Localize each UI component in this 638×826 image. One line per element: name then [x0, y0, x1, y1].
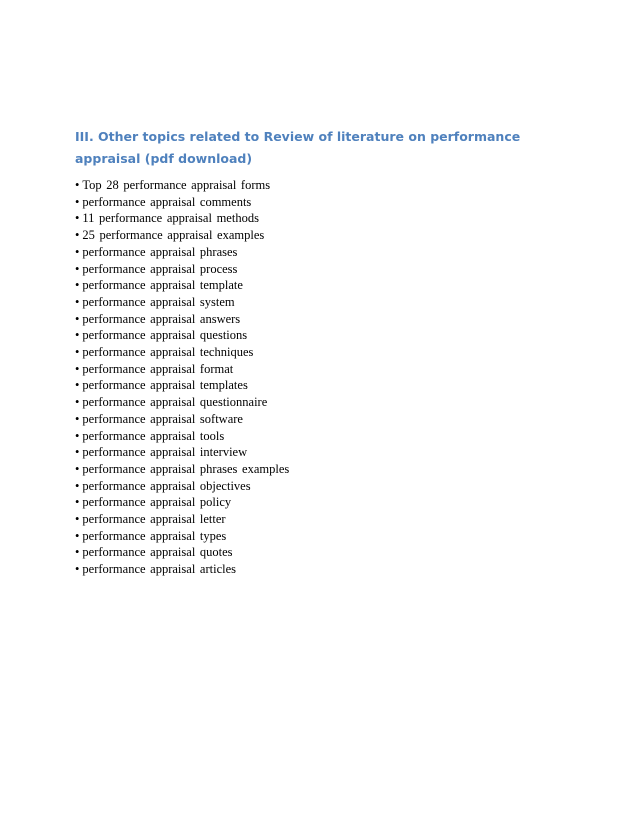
list-item [75, 528, 289, 545]
list-item-text: performance appraisal templates [82, 378, 248, 393]
list-item [75, 261, 289, 278]
list-item-text: performance appraisal questions [82, 328, 248, 343]
bullet-icon: • [75, 345, 80, 360]
bullet-icon: • [75, 178, 80, 192]
list-item [75, 194, 289, 211]
bullet-icon: • [75, 512, 80, 527]
list-item [75, 428, 289, 445]
list-item-text: performance appraisal template [82, 278, 243, 293]
list-item [75, 277, 289, 294]
list-item [75, 327, 289, 344]
bullet-icon: • [75, 428, 80, 443]
list-item-text: performance appraisal questionnaire [82, 395, 268, 410]
list-item-text: performance appraisal techniques [82, 345, 254, 360]
bullet-icon: • [75, 311, 80, 326]
bullet-icon: • [75, 495, 80, 510]
list-item [75, 227, 289, 244]
list-item [75, 394, 289, 411]
list-item-text: performance appraisal interview [82, 445, 248, 460]
topic-list [75, 177, 289, 578]
bullet-icon: • [75, 194, 80, 209]
bullet-icon: • [75, 562, 80, 577]
bullet-icon: • [75, 378, 80, 393]
list-item-text: performance appraisal objectives [82, 478, 251, 493]
list-item-text: performance appraisal system [82, 294, 235, 309]
list-item-text: performance appraisal types [82, 528, 227, 543]
list-item [75, 511, 289, 528]
list-item-text: performance appraisal comments [82, 194, 252, 209]
list-item [75, 294, 289, 311]
list-item-text: performance appraisal format [82, 361, 234, 376]
list-item-text: performance appraisal software [82, 411, 243, 426]
list-item [75, 311, 289, 328]
bullet-icon: • [75, 294, 80, 309]
list-item-text: 25 performance appraisal examples [82, 228, 265, 243]
list-item [75, 478, 289, 495]
bullet-icon: • [75, 211, 80, 226]
bullet-icon: • [75, 545, 80, 560]
bullet-icon: • [75, 478, 80, 493]
list-item-text: performance appraisal letter [82, 512, 226, 527]
bullet-icon: • [75, 395, 80, 410]
list-item-text: performance appraisal process [82, 261, 238, 276]
list-item [75, 561, 289, 578]
list-item-text: performance appraisal answers [82, 311, 241, 326]
list-item [75, 210, 289, 227]
bullet-icon: • [75, 461, 80, 476]
bullet-icon: • [75, 361, 80, 376]
list-item-text: performance appraisal tools [82, 428, 225, 443]
bullet-icon: • [75, 244, 80, 259]
list-item [75, 494, 289, 511]
bullet-icon: • [75, 445, 80, 460]
bullet-icon: • [75, 411, 80, 426]
list-item [75, 244, 289, 261]
list-item-text: performance appraisal phrases [82, 244, 238, 259]
list-item-text: Top 28 performance appraisal forms [82, 178, 271, 192]
section-heading: III. Other topics related to Review of literature on performance appraisal (pdf download) [75, 129, 521, 166]
list-item [75, 444, 289, 461]
list-item-text: performance appraisal articles [82, 562, 237, 577]
list-item [75, 361, 289, 378]
list-item [75, 177, 289, 194]
list-item-text: performance appraisal policy [82, 495, 232, 510]
list-item [75, 461, 289, 478]
list-item-text: 11 performance appraisal methods [82, 211, 259, 226]
bullet-icon: • [75, 228, 80, 243]
bullet-icon: • [75, 278, 80, 293]
bullet-icon: • [75, 328, 80, 343]
list-item [75, 411, 289, 428]
list-item [75, 544, 289, 561]
list-item-text: performance appraisal quotes [82, 545, 233, 560]
list-item [75, 344, 289, 361]
bullet-icon: • [75, 528, 80, 543]
list-item [75, 377, 289, 394]
bullet-icon: • [75, 261, 80, 276]
list-item-text: performance appraisal phrases examples [82, 461, 290, 476]
